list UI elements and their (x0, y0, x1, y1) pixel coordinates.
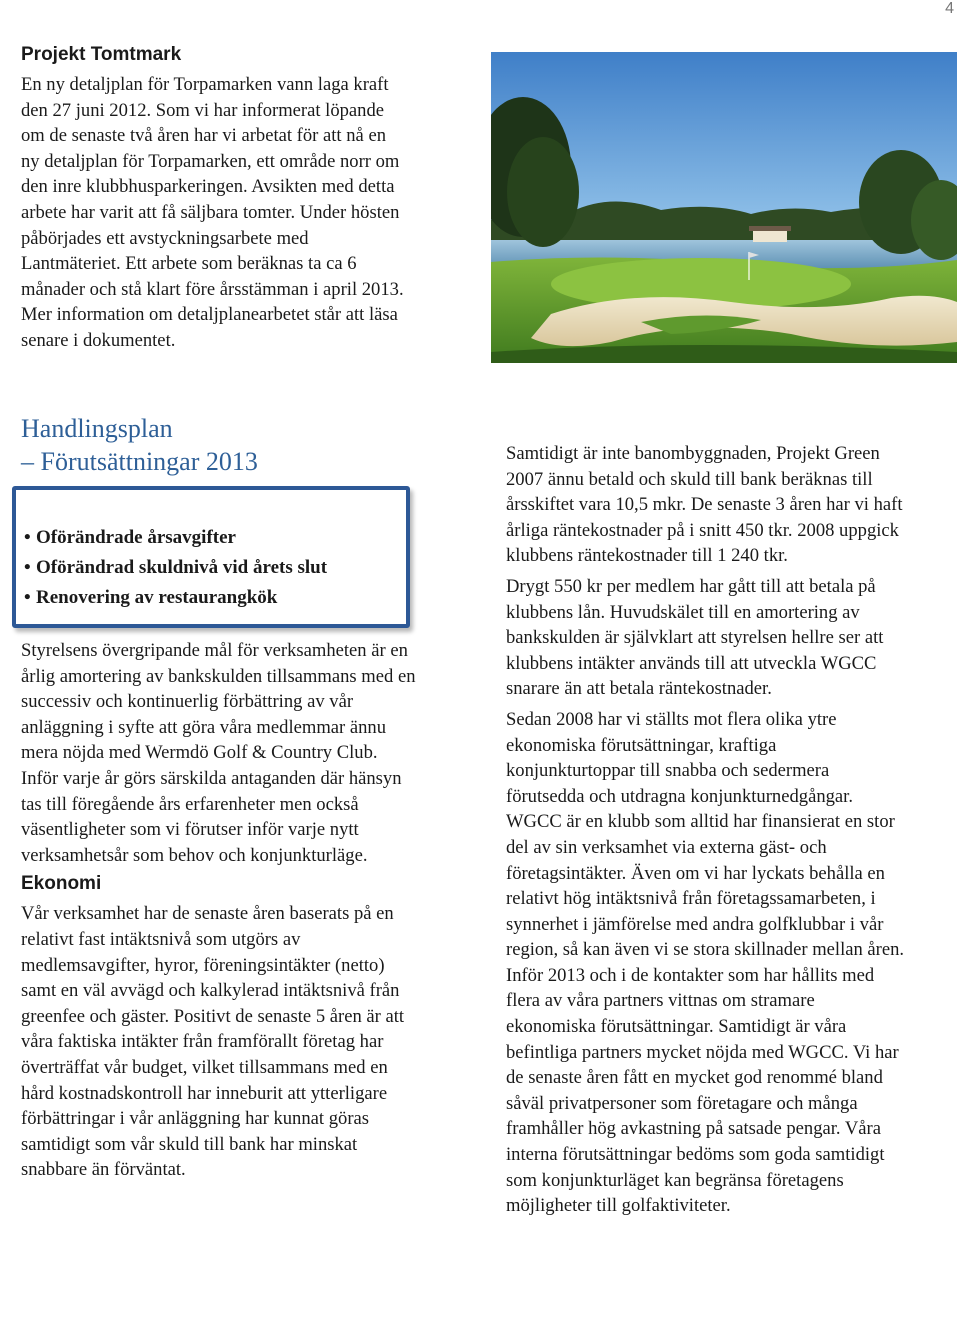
list-item: • Renovering av restaurangkök (24, 583, 327, 613)
goal-paragraph: Styrelsens övergripande mål för verksamheten är en årlig amortering av bankskulden tillsammans med en successiv och kontinuerlig förbättring av vår anläggning i syfte att göra våra medlemmar ännu mera nöjda med Wermdö Golf & Country Club. Inför varje år görs särskilda antaganden där hänsyn tas till föregående års erfarenheter men också väsentligheter som vi förutser inför varje nytt verksamhetsår som behov och konjunkturläge. (21, 640, 416, 866)
ekonomi-paragraph: Vår verksamhet har de senaste åren baserats på en relativt fast intäktsnivå som utgörs av medlemsavgifter, hyror, föreningsintäkter (netto) samt en väl avvägd och kalkylerad intäktsnivå från greenfee och gäster. Positivt de senaste 5 åren är att våra faktiska intäkter från framförallt företag har överträffat vår budget, vilket tillsammans med en hård kostnadskontroll har inneburit att ytterligare förbättringar i vår anläggning har kunnat göras samtidigt som vår skuld till bank har minskat snabbare än förväntat. (21, 903, 405, 1181)
golf-course-image (491, 52, 957, 363)
handlingsplan-subtitle: – Förutsättningar 2013 (21, 447, 258, 476)
right-body (506, 441, 906, 1219)
tomtmark-heading: Projekt Tomtmark (21, 44, 182, 65)
bullet-icon: • (24, 527, 31, 548)
list-item: • Oförändrad skuldnivå vid årets slut (24, 553, 327, 583)
ekonomi-heading: Ekonomi (21, 873, 102, 895)
forutsattningar-list (24, 523, 327, 613)
handlingsplan-title: Handlingsplan (21, 414, 173, 443)
golf-course-photo (491, 52, 957, 363)
page-number: 4 (945, 0, 954, 17)
right-paragraph-3: Sedan 2008 har vi ställts mot flera olika ytre ekonomiska förutsättningar, kraftiga konjunkturtoppar till snabba och sedermera förutsedda och utdragna konjunkturnedgångar. WGCC är en klubb som alltid har finansierat en stor del av sin verksamhet via externa gäst- och företagsintäkter. Även om vi har lyckats behålla en relativt hög intäktsnivå från företagssamarbeten, i synnerhet i jämförelse med andra golfklubbar i vår region, så kan även vi se stora skillnader mellan åren. Inför 2013 och i de kontakter som har hållits med flera av våra partners vittnas om stramare ekonomiska förutsättningar. Samtidigt är våra befintliga partners mycket nöjda med WGCC. Vi har de senaste åren fått en mycket god renommé bland såväl privatpersoner som företagare och många framhåller hög avkastning på satsade pengar. Våra interna förutsättningar bedöms som goda samtidigt som konjunkturläget kan begränsa företagens möjligheter till golfaktiviteter. (506, 708, 905, 1217)
bullet-icon: • (24, 587, 31, 608)
bullet-icon: • (24, 557, 31, 578)
list-item: • Oförändrade årsavgifter (24, 523, 327, 553)
right-paragraph-2: Drygt 550 kr per medlem har gått till att betala på klubbens lån. Huvudskälet till en amortering av bankskulden är självklart att styrelsen hellre ser att klubbens intäkter används till att utveckla WGCC snarare än att betala räntekostnader. (506, 575, 884, 700)
right-paragraph-1: Samtidigt är inte banombyggnaden, Projekt Green 2007 ännu betald och skuld till bank beräknas till årsskiftet vara 10,5 mkr. De senaste 3 åren har vi haft årliga räntekostnader på i snitt 450 tkr. 2008 uppgick klubbens räntekostnader till 1 240 tkr. (506, 443, 903, 567)
handlingsplan-header (21, 412, 421, 478)
left-body (21, 638, 421, 1183)
forutsattningar-callout (12, 486, 410, 628)
tomtmark-section (21, 42, 421, 354)
tomtmark-paragraph: En ny detaljplan för Torpamarken vann laga kraft den 27 juni 2012. Som vi har informerat löpande om de senaste två åren har vi arbetat för att nå en ny detaljplan för Torpamarken, ett område norr om den inre klubbhusparkeringen. Avsikten med detta arbete har varit att få säljbara tomter. Under hösten påbörjades ett avstyckningsarbete med Lantmäteriet. Ett arbete som beräknas ta ca 6 månader och stå klart före årsstämman i april 2013. Mer information om detaljplanearbetet står att läsa senare i dokumentet. (21, 74, 404, 351)
